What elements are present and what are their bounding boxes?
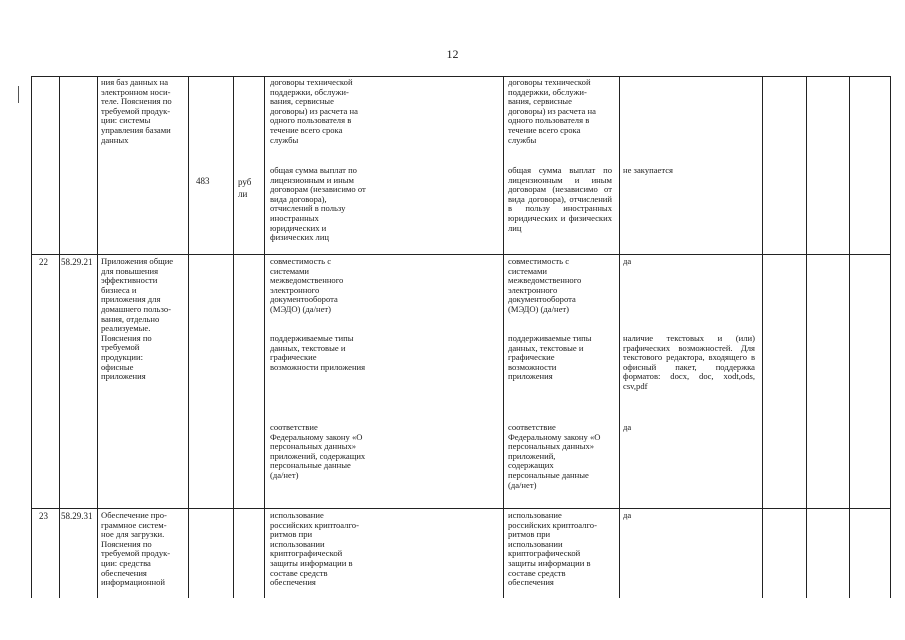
value-cell: да (623, 422, 632, 432)
product-name-cell: Обеспечение про- граммное систем- ное для загрузки. Пояснения по требуемой продук- ции: средства обеспечения информационной (101, 510, 171, 588)
value-cell: наличие текстовых и (или) графических возможностей. Для текстового редактора, входящего в офисный пакет, поддержка форматов: docx, doc, xodt,ods, csv,pdf (623, 333, 755, 391)
unit-code-cell: 483 (196, 176, 210, 186)
row-number-cell: 23 (39, 511, 48, 521)
characteristic-cell: договоры технической поддержки, обслужи- вания, сервисные договоры) из расчета на одного пользователя в течение всего срока службы (270, 77, 358, 145)
product-name-cell: Приложения общие для повышения эффективности бизнеса и приложения для домашнего пользо- вания, отдельно реализуемые. Пояснения по требуемой продукции: офисные приложения (101, 256, 174, 382)
okpd-code-cell: 58.29.21 (61, 257, 93, 267)
characteristic-cell: совместимость с системами межведомственного электронного документооборота (МЭДО) (да/нет) (270, 256, 344, 314)
characteristic-cell: договоры технической поддержки, обслужи- вания, сервисные договоры) из расчета на одного пользователя в течение всего срока службы (508, 77, 596, 145)
characteristic-cell: общая сумма выплат по лицензионным и иным договорам (независимо от вида договора), отчислений в пользу иностранных юридических и физических лиц (270, 165, 366, 243)
value-cell: не закупается (623, 165, 673, 175)
characteristic-cell: использование российских криптоалго- ритмов при использовании криптографической защиты информации в составе средств обеспечения (508, 510, 597, 588)
page-number: 12 (446, 47, 459, 61)
value-cell: да (623, 510, 632, 520)
margin-mark (18, 86, 19, 103)
characteristic-cell: поддерживаемые типы данных, текстовые и графические возможности приложения (270, 333, 366, 372)
characteristic-cell: использование российских криптоалго- ритмов при использовании криптографической защиты информации в составе средств обеспечения (270, 510, 359, 588)
characteristic-cell: общая сумма выплат по лицензионным и иным договорам (независимо от вида договора), отчислений в пользу иностранных юридических и физических лиц (508, 165, 612, 233)
row-number-cell: 22 (39, 257, 48, 267)
unit-name-cell: руб ли (238, 177, 252, 199)
characteristic-cell: совместимость с системами межведомственного электронного документооборота (МЭДО) (да/нет) (508, 256, 582, 314)
value-cell: да (623, 256, 632, 266)
characteristic-cell: соответствие Федеральному закону «О персональных данных» приложений, содержащих персональные данные (да/нет) (270, 422, 366, 480)
characteristic-cell: поддерживаемые типы данных, текстовые и графические возможности приложения (508, 333, 592, 382)
okpd-code-cell: 58.29.31 (61, 511, 93, 521)
product-name-cell: ния баз данных на электронном носи- теле. Пояснения по требуемой продук- ции: системы управления базами данных (101, 77, 172, 145)
characteristic-cell: соответствие Федеральному закону «О персональных данных» приложений, содержащих персональные данные (да/нет) (508, 422, 601, 490)
